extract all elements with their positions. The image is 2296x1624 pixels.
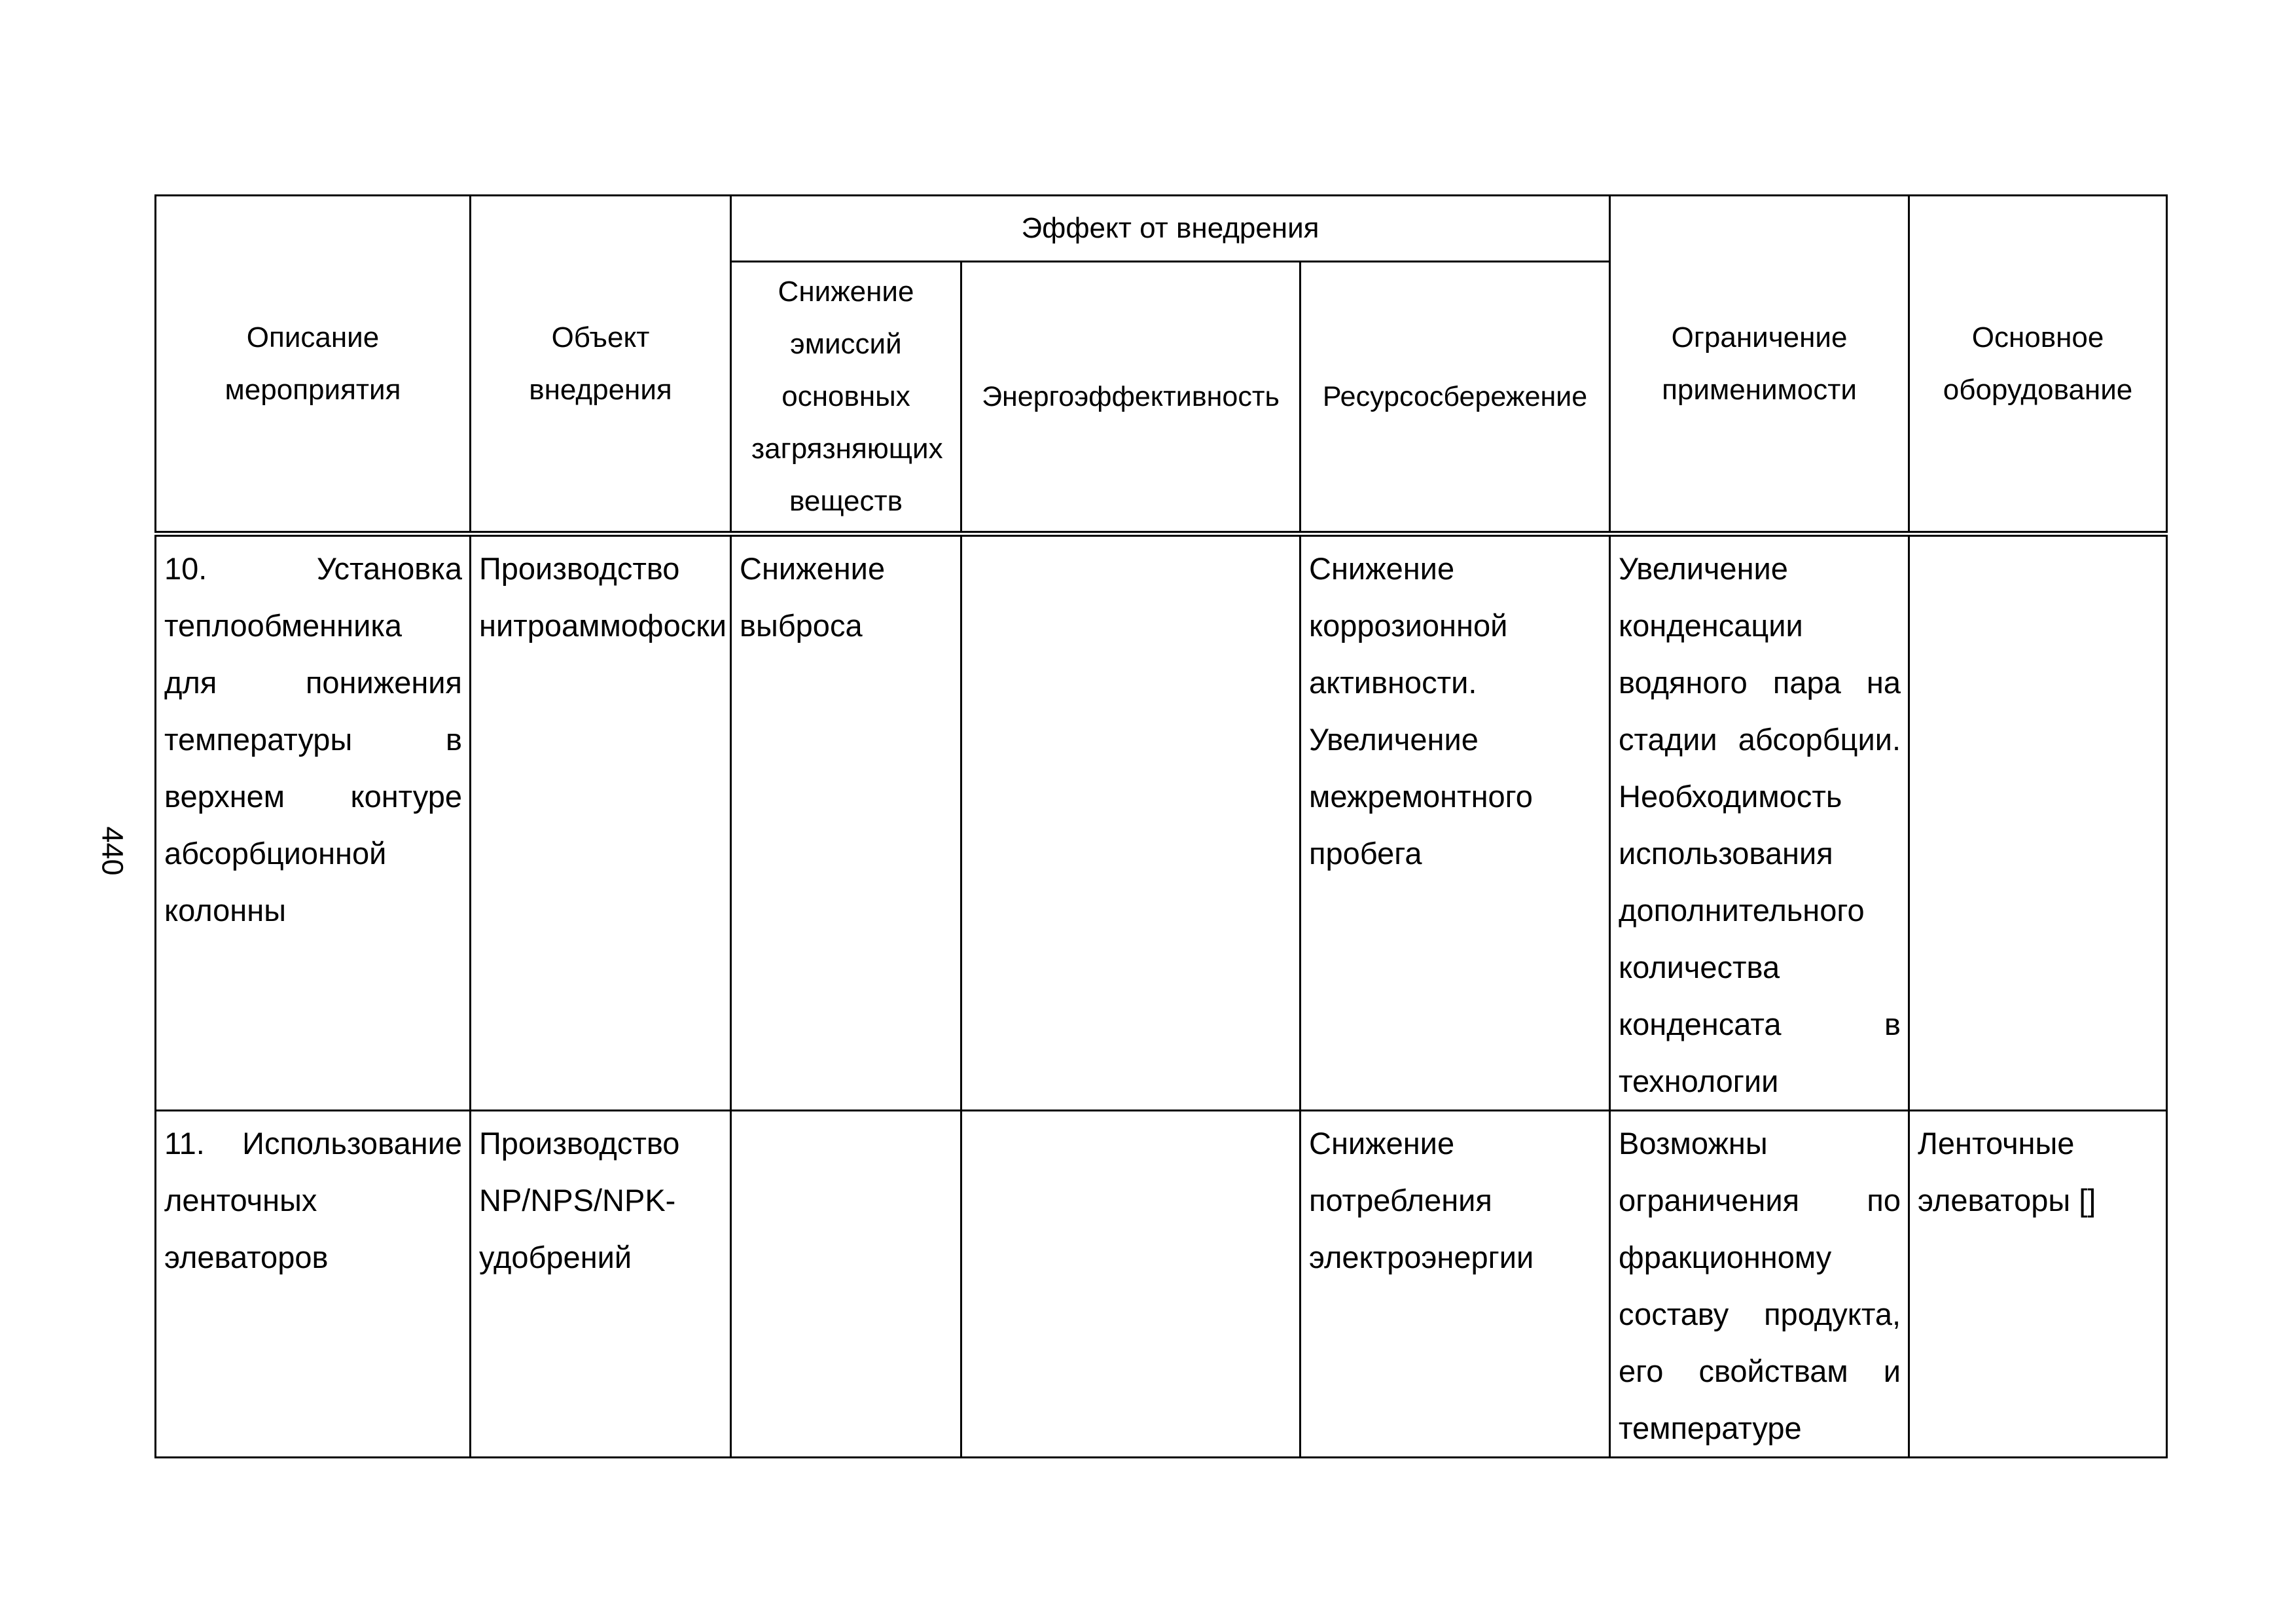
cell-object: Производство нитроаммофоски [471, 534, 731, 1111]
table-header [156, 196, 2167, 534]
header-equipment: Основное оборудование [1909, 196, 2167, 534]
cell-equipment: Ленточные элеваторы [] [1909, 1111, 2167, 1458]
cell-limitations: Возможны ограничения по фракционному составу продукта, его свойствам и температуре [1610, 1111, 1909, 1458]
header-resources: Ресурсосбережение [1300, 262, 1610, 534]
header-description: Описание мероприятия [156, 196, 471, 534]
measures-table [154, 194, 2168, 1458]
header-energy: Энергоэффективность [961, 262, 1300, 534]
cell-object: Производство NP/NPS/NPK-удобрений [471, 1111, 731, 1458]
header-emissions: Снижение эмиссий основных загрязняющих веществ [731, 262, 961, 534]
page-number: 440 [96, 826, 130, 876]
cell-energy [961, 534, 1300, 1111]
cell-energy [961, 1111, 1300, 1458]
table-row [156, 1111, 2167, 1458]
cell-resources: Снижение коррозионной активности. Увеличение межремонтного пробега [1300, 534, 1610, 1111]
header-object: Объект внедрения [471, 196, 731, 534]
cell-limitations: Увеличение конденсации водяного пара на стадии абсорбции. Необходимость использования дополнительного количества конденсата в технологии [1610, 534, 1909, 1111]
header-effect-group: Эффект от внедрения [731, 196, 1610, 262]
cell-equipment [1909, 534, 2167, 1111]
cell-emissions: Снижение выброса [731, 534, 961, 1111]
cell-description: 10. Установка теплообменника для понижения температуры в верхнем контуре абсорбционной колонны [156, 534, 471, 1111]
cell-emissions [731, 1111, 961, 1458]
cell-description: 11. Использование ленточных элеваторов [156, 1111, 471, 1458]
table-row [156, 534, 2167, 1111]
header-limitations: Ограничение применимости [1610, 196, 1909, 534]
cell-resources: Снижение потребления электроэнергии [1300, 1111, 1610, 1458]
